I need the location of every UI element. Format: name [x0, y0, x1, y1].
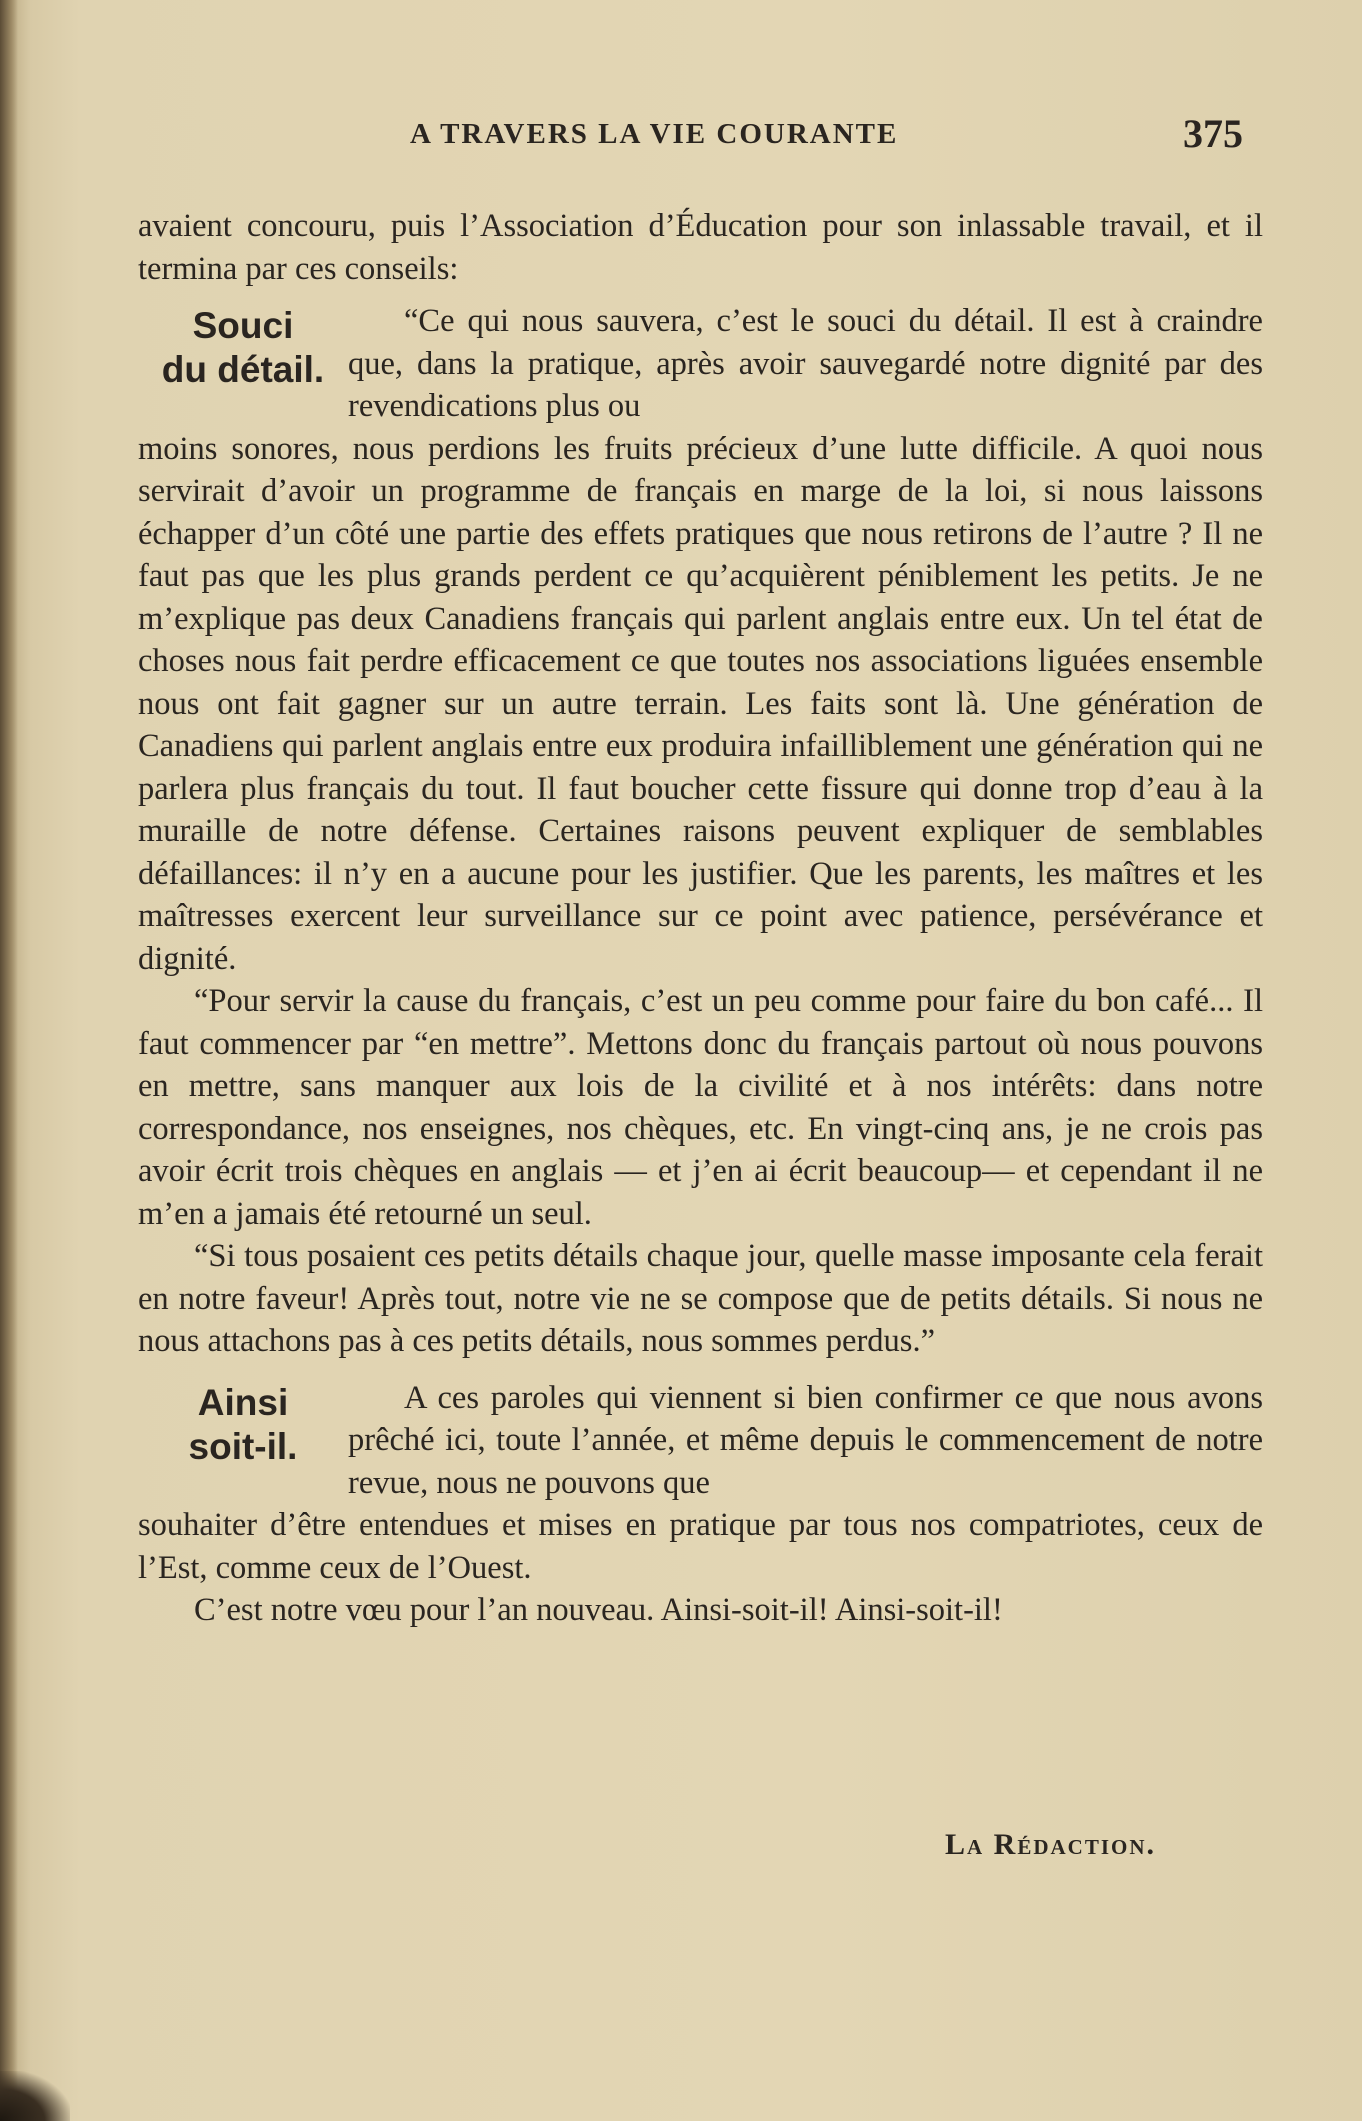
page-corner-shadow: [0, 2071, 70, 2121]
marginal-heading-line: Ainsi: [197, 1381, 289, 1423]
paragraph: souhaiter d’être entendues et mises en pratique par tous nos compatriotes, ceux de l’Est, comme ceux de l’Ouest.: [138, 1507, 1263, 1586]
section-lead-text: [348, 1377, 1263, 1505]
marginal-heading-line: soit-il.: [188, 1425, 298, 1467]
marginal-heading-souci: [138, 300, 348, 428]
binding-gutter: [0, 0, 18, 2121]
paragraph: “Ce qui nous sauvera, c’est le souci du détail. Il est à craindre que, dans la pratique, après avoir sauvegardé notre dignité par des revendications plus ou: [348, 303, 1263, 424]
marginal-heading-line: Souci: [192, 305, 294, 346]
body-text: [138, 205, 1263, 1632]
page-number: 375: [1183, 111, 1243, 156]
section-ainsi-soit-il: [138, 1377, 1263, 1505]
paragraph: C’est notre vœu pour l’an nouveau. Ainsi-soit-il! Ainsi-soit-il!: [194, 1592, 1003, 1628]
running-title: A TRAVERS LA VIE COURANTE: [410, 118, 899, 150]
paragraph: A ces paroles qui viennent si bien confirmer ce que nous avons prêché ici, toute l’année, et même depuis le commencement de notre revue, nous ne pouvons que: [348, 1379, 1263, 1501]
marginal-heading-ainsi: [138, 1377, 348, 1505]
marginal-heading-line: du détail.: [161, 349, 325, 390]
section-lead-text: [348, 300, 1263, 428]
section-souci-du-detail: [138, 300, 1263, 428]
signature: La Rédaction.: [945, 1828, 1157, 1861]
paragraph: “Si tous posaient ces petits détails chaque jour, quelle masse imposante cela ferait en notre faveur! Après tout, notre vie ne se compose que de petits détails. Si nous ne nous attachons pas à ces petits détails, nous sommes perdus.”: [138, 1238, 1263, 1359]
paragraph: moins sonores, nous perdions les fruits précieux d’une lutte difficile. A quoi nous servirait d’avoir un programme de français en marge de la loi, si nous laissons échapper d’un côté une partie des effets pratiques que nous retirons de l’autre ? Il ne faut pas que les plus grands perdent ce qu’acquièrent péniblement les petits. Je ne m’explique pas deux Canadiens français qui parlent anglais entre eux. Un tel état de choses nous fait perdre efficacement ce que toutes nos associations liguées ensemble nous ont fait gagner sur un autre terrain. Les faits sont là. Une génération de Canadiens qui parlent anglais entre eux produira infailliblement une génération qui ne parlera plus français du tout. Il faut boucher cette fissure qui donne trop d’eau à la muraille de notre défense. Certaines raisons peuvent expliquer de semblables défaillances: il n’y en a aucune pour les justifier. Que les parents, les maîtres et les maîtresses exercent leur surveillance sur ce point avec patience, persévérance et dignité.: [138, 430, 1263, 977]
paragraph: “Pour servir la cause du français, c’est un peu comme pour faire du bon café... Il faut commencer par “en mettre”. Mettons donc du français partout où nous pouvons en mettre, sans manquer aux lois de la civilité et à nos intérêts: dans notre correspondance, nos enseignes, nos chèques, etc. En vingt-cinq ans, je ne crois pas avoir écrit trois chèques en anglais — et j’en ai écrit beaucoup— et cependant il ne m’en a jamais été retourné un seul.: [138, 983, 1263, 1232]
intro-paragraph: avaient concouru, puis l’Association d’Éducation pour son inlassable travail, et il termina par ces conseils:: [138, 208, 1263, 287]
